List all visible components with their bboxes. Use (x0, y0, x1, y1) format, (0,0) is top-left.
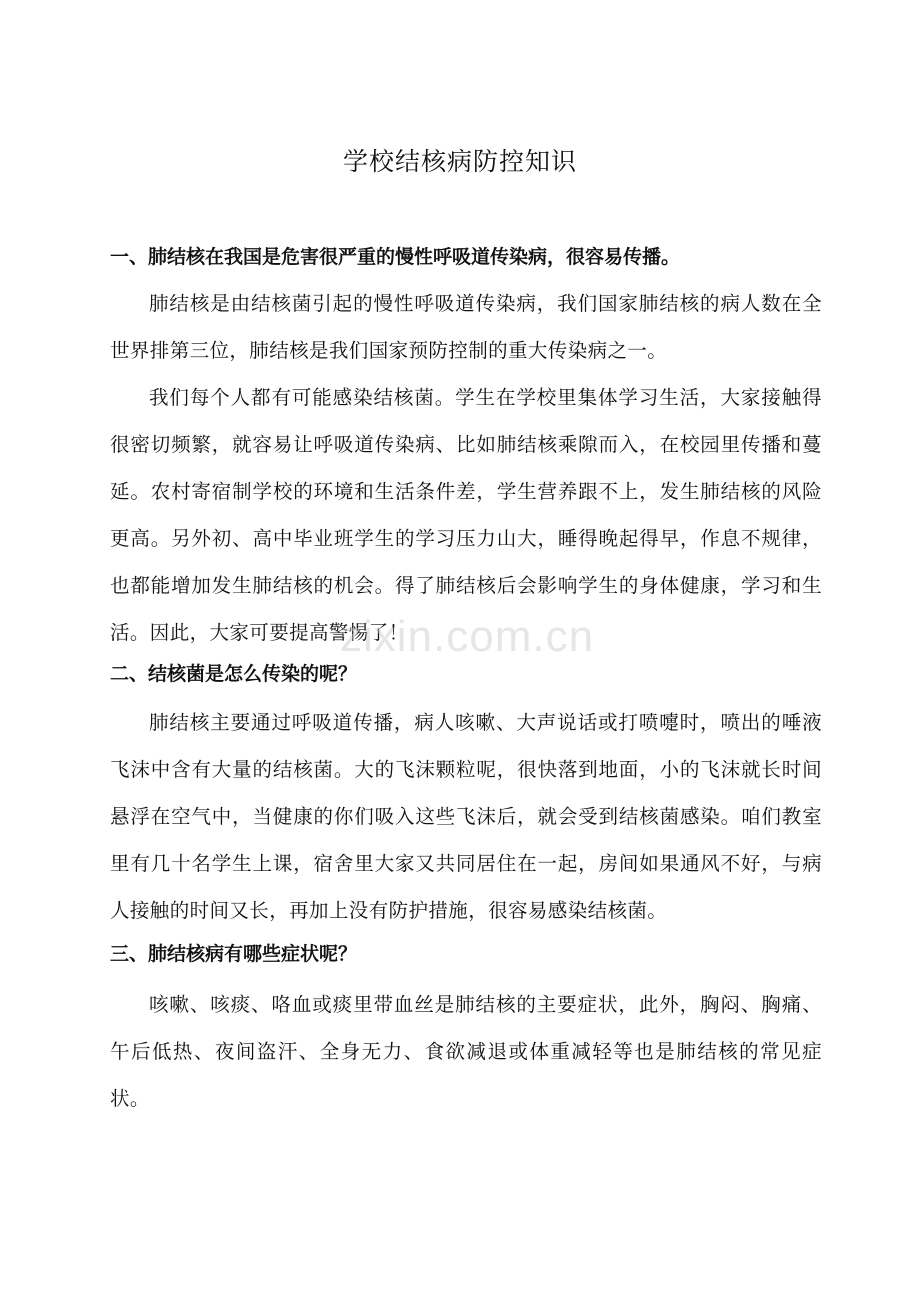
section-1-paragraph-2: 我们每个人都有可能感染结核菌。学生在学校里集体学习生活，大家接触得很密切频繁，就容易让呼吸道传染病、比如肺结核乘隙而入，在校园里传播和蔓延。农村寄宿制学校的环境和生活条件差，学生营养跟不上，发生肺结核的风险更高。另外初、高中毕业班学生的学习压力山大，睡得晚起得早，作息不规律，也都能增加发生肺结核的机会。得了肺结核后会影响学生的身体健康，学习和生活。因此，大家可要提高警惕了！ (110, 386, 822, 644)
section-heading-3: 三、肺结核病有哪些症状呢？ (110, 943, 358, 965)
document-body (110, 237, 822, 1122)
section-2-paragraph-1: 肺结核主要通过呼吸道传播，病人咳嗽、大声说话或打喷嚏时，喷出的唾液飞沫中含有大量的结核菌。大的飞沫颗粒呢，很快落到地面，小的飞沫就长时间悬浮在空气中，当健康的你们吸入这些飞沫后，就会受到结核菌感染。咱们教室里有几十名学生上课，宿舍里大家又共同居住在一起，房间如果通风不好，与病人接触的时间又长，再加上没有防护措施，很容易感染结核菌。 (110, 711, 822, 922)
section-1-paragraph-1: 肺结核是由结核菌引起的慢性呼吸道传染病，我们国家肺结核的病人数在全世界排第三位，肺结核是我们国家预防控制的重大传染病之一。 (110, 292, 822, 362)
site-watermark: zixin.com.cn (340, 612, 595, 661)
document-title: 学校结核病防控知识 (342, 147, 577, 176)
section-heading-2: 二、结核菌是怎么传染的呢？ (110, 663, 358, 685)
section-heading-1: 一、肺结核在我国是危害很严重的慢性呼吸道传染病，很容易传播。 (110, 246, 681, 268)
section-3-paragraph-1: 咳嗽、咳痰、咯血或痰里带血丝是肺结核的主要症状，此外，胸闷、胸痛、午后低热、夜间盗汗、全身无力、食欲减退或体重减轻等也是肺结核的常见症状。 (110, 993, 822, 1110)
